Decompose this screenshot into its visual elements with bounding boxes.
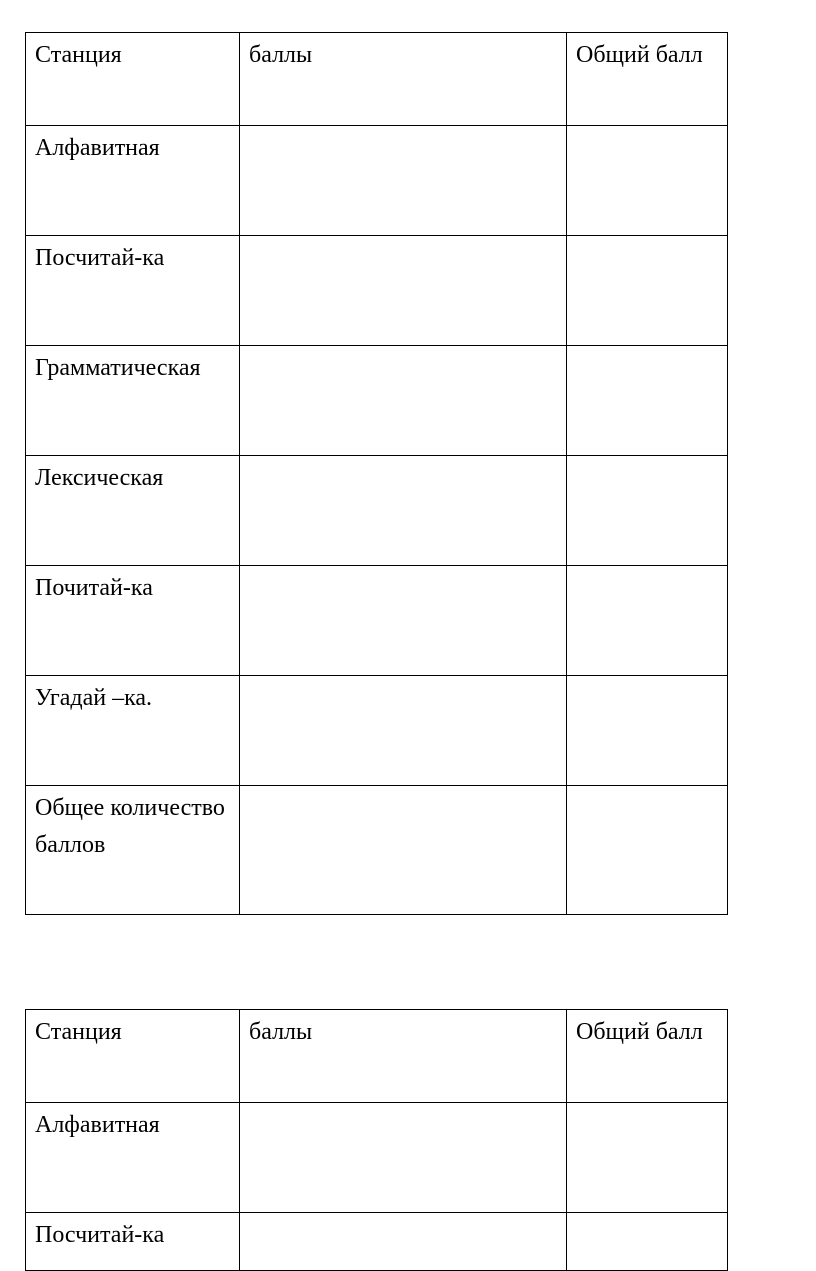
table-row [26,566,728,676]
points-cell[interactable] [240,786,567,915]
score-table-2 [25,1009,728,1271]
total-cell[interactable] [567,1213,728,1271]
table-header-row [26,33,728,126]
station-cell: Посчитай-ка [26,236,240,346]
points-cell[interactable] [240,346,567,456]
table-row [26,1213,728,1271]
header-station: Станция [26,1010,240,1103]
points-cell[interactable] [240,566,567,676]
points-cell[interactable] [240,1213,567,1271]
total-cell[interactable] [567,786,728,915]
table-row [26,236,728,346]
total-cell[interactable] [567,236,728,346]
header-station: Станция [26,33,240,126]
total-cell[interactable] [567,126,728,236]
table-total-row [26,786,728,915]
station-cell: Грамматическая [26,346,240,456]
total-cell[interactable] [567,676,728,786]
points-cell[interactable] [240,456,567,566]
total-cell[interactable] [567,456,728,566]
score-table-1 [25,32,728,915]
station-cell: Лексическая [26,456,240,566]
table-header-row [26,1010,728,1103]
header-total: Общий балл [567,33,728,126]
table-row [26,346,728,456]
points-cell[interactable] [240,236,567,346]
station-cell: Алфавитная [26,1103,240,1213]
table-row [26,676,728,786]
total-cell[interactable] [567,346,728,456]
header-total: Общий балл [567,1010,728,1103]
points-cell[interactable] [240,1103,567,1213]
station-cell: Алфавитная [26,126,240,236]
station-cell: Посчитай-ка [26,1213,240,1271]
header-points: баллы [240,33,567,126]
total-cell[interactable] [567,566,728,676]
station-cell: Общее количество баллов [26,786,240,915]
station-cell: Почитай-ка [26,566,240,676]
total-cell[interactable] [567,1103,728,1213]
table-row [26,1103,728,1213]
station-cell: Угадай –ка. [26,676,240,786]
points-cell[interactable] [240,126,567,236]
points-cell[interactable] [240,676,567,786]
table-row [26,456,728,566]
header-points: баллы [240,1010,567,1103]
table-row [26,126,728,236]
